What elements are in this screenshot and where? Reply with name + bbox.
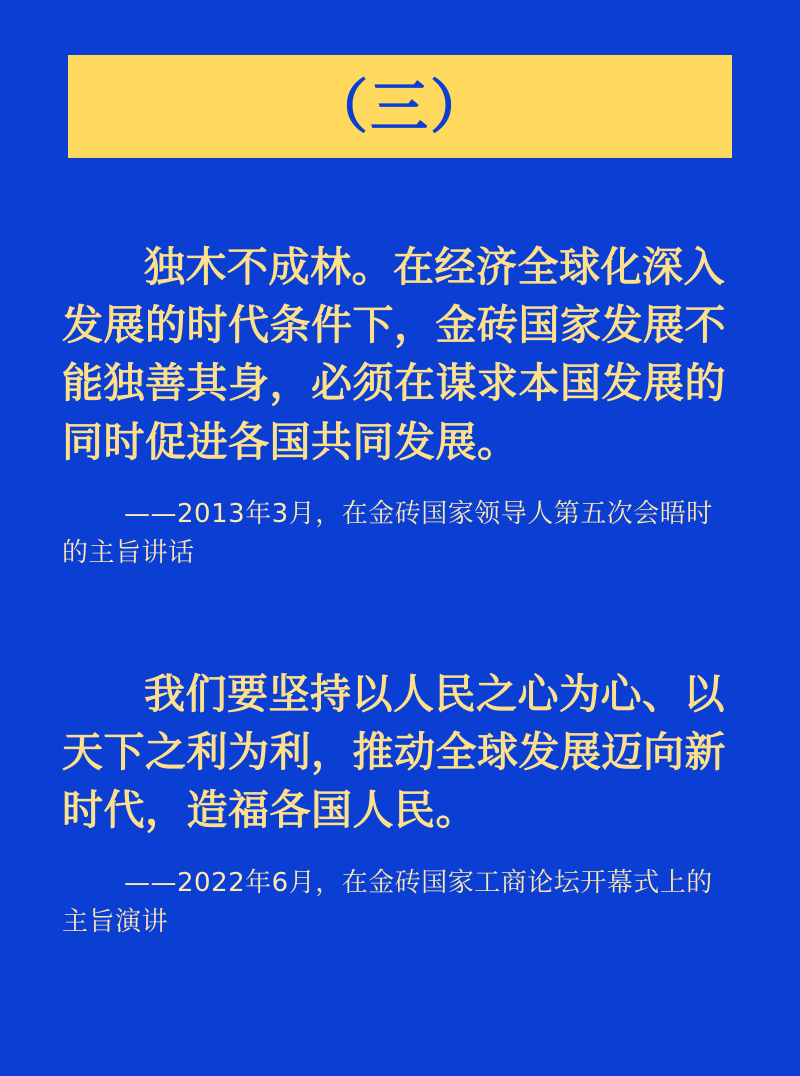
quote-text: 我们要坚持以人民之心为心、以天下之利为利，推动全球发展迈向新时代，造福各国人民。 [62,669,726,835]
quote-source: ——2022年6月，在金砖国家工商论坛开幕式上的主旨演讲 [62,867,713,937]
header-banner [68,55,732,158]
quote-text: 独木不成林。在经济全球化深入发展的时代条件下，金砖国家发展不能独善其身，必须在谋求本国发展的同时促进各国共同发展。 [62,243,726,466]
quote-block [0,238,800,573]
quotes-container [0,160,800,942]
page-title: （三） [309,72,490,141]
quote-block [0,665,800,942]
quote-source: ——2013年3月，在金砖国家领导人第五次会晤时的主旨讲话 [62,498,713,568]
